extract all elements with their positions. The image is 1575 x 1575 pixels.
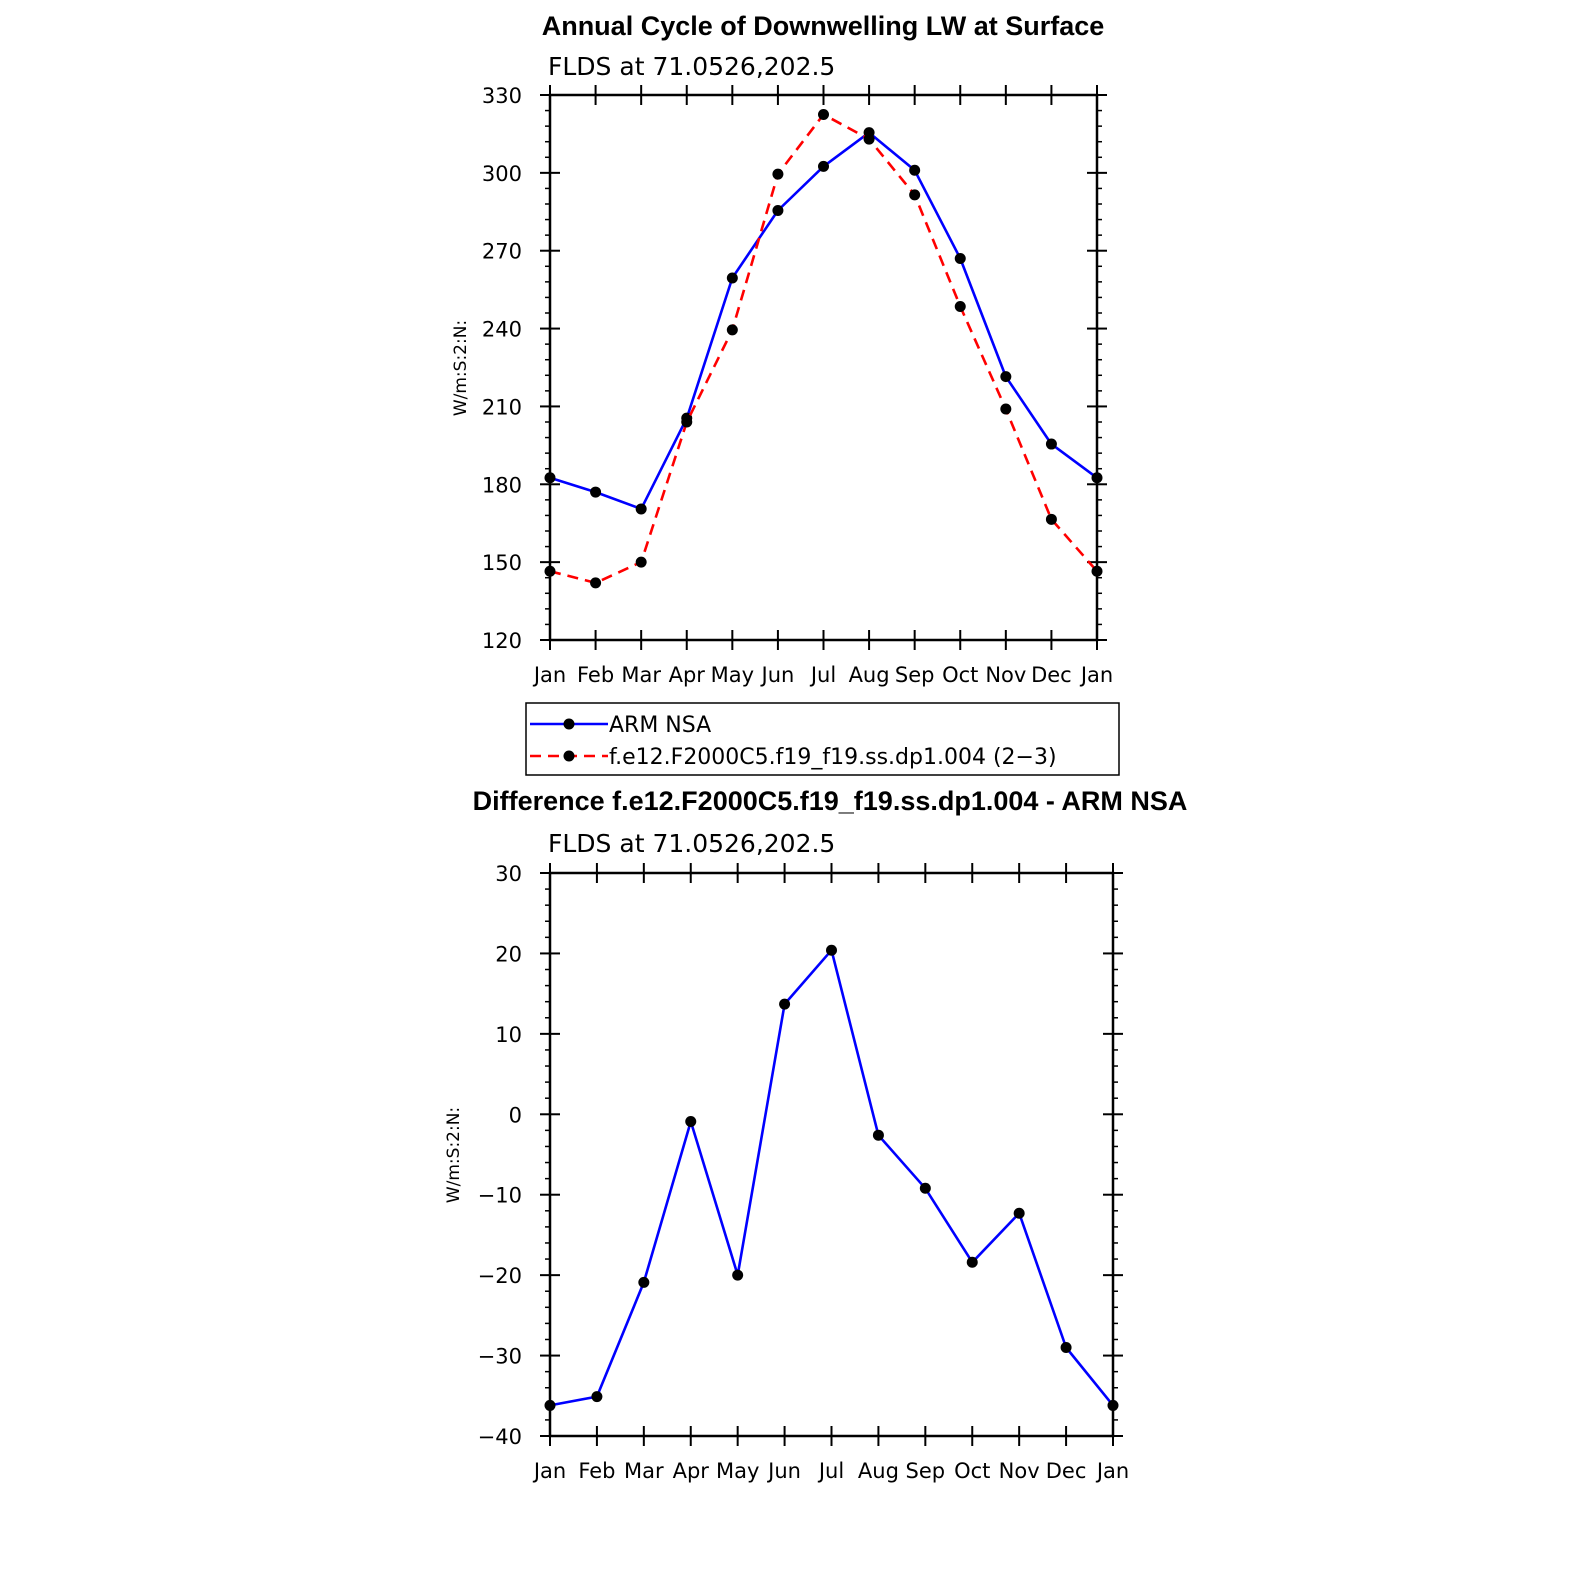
data-point [545, 472, 556, 483]
x-tick-label: Jan [533, 1459, 567, 1483]
x-tick-label: Sep [905, 1459, 946, 1483]
x-tick-label: Oct [942, 663, 979, 687]
chart-title: Difference f.e12.F2000C5.f19_f19.ss.dp1.004 - ARM NSA [472, 786, 1188, 816]
x-tick-label: Feb [576, 663, 615, 687]
y-tick-label: 120 [481, 629, 522, 653]
data-point [772, 205, 783, 216]
data-point [955, 253, 966, 264]
data-point [590, 577, 601, 588]
x-tick-label: Aug [848, 663, 890, 687]
y-tick-label: 270 [481, 239, 522, 264]
y-tick-label: 10 [495, 1022, 522, 1047]
chart-title: Annual Cycle of Downwelling LW at Surface [541, 11, 1105, 41]
data-point [1014, 1208, 1025, 1219]
data-point [636, 503, 647, 514]
series-line [550, 950, 1113, 1405]
y-tick-label: 240 [481, 317, 522, 342]
y-tick-label: 330 [481, 84, 522, 108]
x-tick-label: Jun [768, 1459, 801, 1483]
data-point [638, 1277, 649, 1288]
data-point [779, 999, 790, 1010]
data-point [909, 189, 920, 200]
y-tick-label: 150 [481, 551, 522, 576]
series-line [550, 115, 1097, 583]
data-point [826, 945, 837, 956]
x-tick-label: Sep [894, 663, 935, 687]
legend-label: f.e12.F2000C5.f19_f19.ss.dp1.004 (2−3) [609, 745, 1057, 770]
series-line [550, 133, 1097, 509]
data-point [590, 487, 601, 498]
y-tick-label: −10 [477, 1183, 522, 1208]
y-tick-label: 20 [495, 942, 522, 967]
data-point [1108, 1400, 1119, 1411]
x-tick-label: Oct [954, 1459, 991, 1483]
data-point [909, 165, 920, 176]
data-point [1000, 371, 1011, 382]
data-point [1061, 1342, 1072, 1353]
data-point [864, 134, 875, 145]
data-point [1000, 404, 1011, 415]
x-tick-label: Jun [761, 663, 795, 687]
x-tick-label: Apr [668, 663, 705, 687]
data-point [732, 1270, 743, 1281]
y-tick-label: −30 [477, 1344, 522, 1369]
y-tick-label: 30 [495, 862, 522, 886]
y-tick-label: −40 [477, 1425, 522, 1449]
y-axis-label: W/m:S:2:N: [444, 1106, 464, 1204]
x-tick-label: May [715, 1459, 760, 1483]
x-tick-label: Mar [621, 663, 661, 687]
x-tick-label: Feb [578, 1459, 616, 1483]
chart-subtitle: FLDS at 71.0526,202.5 [548, 829, 836, 858]
data-point [1046, 439, 1057, 450]
x-tick-label: Nov [985, 663, 1027, 687]
difference-panel [444, 786, 1187, 1483]
data-point [727, 324, 738, 335]
data-point [1092, 472, 1103, 483]
y-tick-label: 180 [481, 473, 522, 498]
data-point [545, 1400, 556, 1411]
x-tick-label: Dec [1045, 1459, 1087, 1483]
x-tick-label: Aug [857, 1459, 899, 1483]
annual-cycle-panel [451, 11, 1119, 775]
data-point [772, 169, 783, 180]
legend [526, 703, 1119, 775]
data-point [685, 1116, 696, 1127]
data-point [727, 272, 738, 283]
x-tick-label: May [710, 663, 755, 687]
data-point [818, 161, 829, 172]
x-tick-label: Nov [998, 1459, 1040, 1483]
legend-marker [564, 751, 575, 762]
x-tick-label: Mar [624, 1459, 664, 1483]
chart-subtitle: FLDS at 71.0526,202.5 [548, 52, 836, 81]
data-point [1092, 566, 1103, 577]
y-axis-label: W/m:S:2:N: [451, 319, 471, 417]
data-point [873, 1130, 884, 1141]
y-tick-label: 210 [481, 395, 522, 420]
x-tick-label: Jul [810, 663, 837, 687]
data-point [545, 566, 556, 577]
x-tick-label: Jan [1080, 663, 1114, 687]
y-tick-label: 300 [481, 161, 522, 186]
data-point [920, 1183, 931, 1194]
y-tick-label: 0 [508, 1103, 522, 1128]
plot-frame [550, 873, 1113, 1436]
x-tick-label: Dec [1031, 663, 1072, 687]
x-tick-label: Jan [533, 663, 567, 687]
data-point [955, 301, 966, 312]
x-tick-label: Jan [1096, 1459, 1130, 1483]
data-point [1046, 514, 1057, 525]
data-point [818, 109, 829, 120]
data-point [967, 1257, 978, 1268]
data-point [636, 557, 647, 568]
y-tick-label: −20 [477, 1264, 522, 1289]
data-point [591, 1391, 602, 1402]
x-tick-label: Jul [818, 1459, 845, 1483]
legend-marker [564, 719, 575, 730]
data-point [681, 417, 692, 428]
x-tick-label: Apr [672, 1459, 709, 1483]
plot-frame [550, 95, 1097, 640]
legend-label: ARM NSA [609, 713, 712, 738]
